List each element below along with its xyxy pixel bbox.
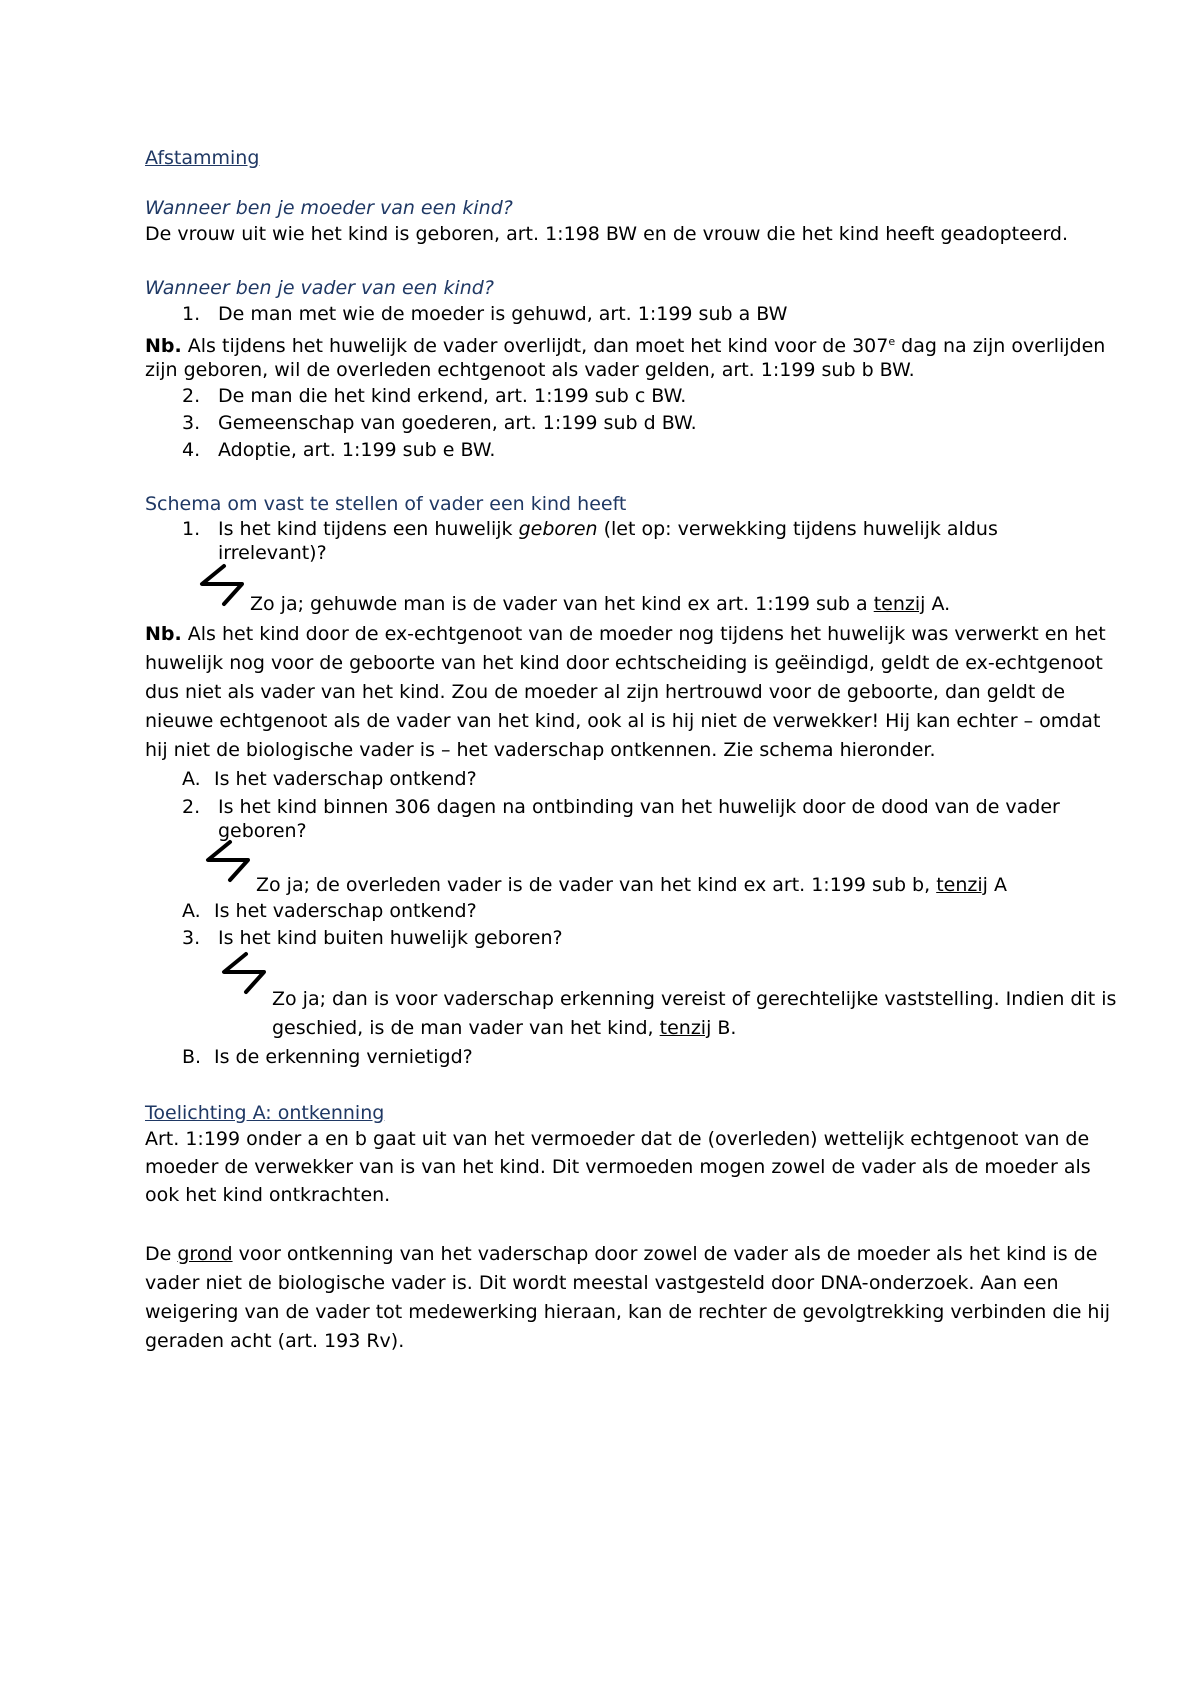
schema-q2-answer-text: Zo ja; de overleden vader is de vader van het kind ex art. 1:199 sub b, [256, 874, 937, 896]
schema-q1-line2: irrelevant)? [218, 542, 327, 564]
schema-a2-letter: A. [182, 900, 201, 922]
schema-q3-answer-ref: B. [711, 1017, 737, 1039]
schema-q1-answer [250, 592, 950, 616]
schema-q1-answer-ref: A. [925, 593, 951, 615]
father-nb-line2: zijn geboren, wil de overleden echtgenoot als vader gelden, art. 1:199 sub b BW. [145, 359, 915, 381]
toelichting-p2-text-b: voor ontkenning van het vaderschap door zowel de vader als de moeder als het kind is de [232, 1243, 1098, 1265]
schema-nb-line3: dus niet als vader van het kind. Zou de moeder al zijn hertrouwd voor de geboorte, dan geldt de [145, 681, 1066, 703]
schema-nb-line1 [145, 622, 1106, 646]
schema-q2-answer [256, 873, 1007, 897]
turn-arrow-icon [196, 562, 248, 608]
schema-q3-answer-line2 [272, 1016, 736, 1040]
toelichting-heading: Toelichting A: ontkenning [145, 1102, 385, 1124]
schema-q2-answer-tenzij: tenzij [936, 874, 988, 896]
schema-q2-number: 2. [182, 796, 201, 818]
schema-q3-answer-line1: Zo ja; dan is voor vaderschap erkenning vereist of gerechtelijke vaststelling. Indien dit is [272, 988, 1117, 1010]
toelichting-p2-text-a: De [145, 1243, 178, 1265]
schema-b-letter: B. [182, 1046, 202, 1068]
toelichting-p1-line3: ook het kind ontkrachten. [145, 1184, 391, 1206]
schema-q2-answer-ref: A [987, 874, 1007, 896]
schema-q2-line2: geboren? [218, 820, 307, 842]
toelichting-p2-grond: grond [177, 1243, 233, 1265]
father-nb-line1 [145, 334, 1105, 358]
father-nb-label: Nb. [145, 335, 182, 357]
father-item2-number: 2. [182, 385, 201, 407]
toelichting-p2-line2: vader niet de biologische vader is. Dit wordt meestal vastgesteld door DNA-onderzoek. Aan een [145, 1272, 1059, 1294]
father-item1-number: 1. [182, 303, 201, 325]
father-nb-sup: e [888, 335, 896, 348]
father-question: Wanneer ben je vader van een kind? [145, 277, 494, 299]
schema-q1-answer-text: Zo ja; gehuwde man is de vader van het kind ex art. 1:199 sub a [250, 593, 874, 615]
schema-q1-line1 [218, 517, 998, 541]
father-item2: De man die het kind erkend, art. 1:199 sub c BW. [218, 385, 687, 407]
toelichting-p2-line1 [145, 1242, 1097, 1266]
schema-q1-emphasis: geboren [518, 518, 598, 540]
toelichting-p2-line4: geraden acht (art. 193 Rv). [145, 1330, 405, 1352]
schema-q3-answer-text: geschied, is de man vader van het kind, [272, 1017, 660, 1039]
schema-a1-letter: A. [182, 768, 201, 790]
mother-answer: De vrouw uit wie het kind is geboren, art. 1:198 BW en de vrouw die het kind heeft geadopteerd. [145, 223, 1069, 245]
schema-a2: Is het vaderschap ontkend? [214, 900, 477, 922]
toelichting-p2-line3: weigering van de vader tot medewerking hieraan, kan de rechter de gevolgtrekking verbinden die hij [145, 1301, 1111, 1323]
schema-nb-line4: nieuwe echtgenoot als de vader van het kind, ook al is hij niet de verwekker! Hij kan echter – omdat [145, 710, 1101, 732]
mother-question: Wanneer ben je moeder van een kind? [145, 197, 513, 219]
schema-q1-answer-tenzij: tenzij [873, 593, 926, 615]
schema-a1: Is het vaderschap ontkend? [214, 768, 477, 790]
schema-q1-number: 1. [182, 518, 201, 540]
document-title: Afstamming [145, 147, 260, 169]
schema-q3-answer-tenzij: tenzij [659, 1017, 712, 1039]
schema-q3-number: 3. [182, 927, 201, 949]
schema-nb-line5: hij niet de biologische vader is – het vaderschap ontkennen. Zie schema hieronder. [145, 739, 936, 761]
father-item1: De man met wie de moeder is gehuwd, art. 1:199 sub a BW [218, 303, 788, 325]
father-item4: Adoptie, art. 1:199 sub e BW. [218, 439, 496, 461]
schema-q3: Is het kind buiten huwelijk geboren? [218, 927, 563, 949]
father-item4-number: 4. [182, 439, 201, 461]
father-nb-text-b: dag na zijn overlijden [895, 335, 1106, 357]
turn-arrow-icon [202, 838, 254, 884]
schema-nb-text: Als het kind door de ex-echtgenoot van de moeder nog tijdens het huwelijk was verwerkt en het [181, 623, 1106, 645]
toelichting-p1-line1: Art. 1:199 onder a en b gaat uit van het vermoeder dat de (overleden) wettelijk echtgenoot van de [145, 1128, 1090, 1150]
father-item3: Gemeenschap van goederen, art. 1:199 sub d BW. [218, 412, 697, 434]
schema-nb-label: Nb. [145, 623, 182, 645]
toelichting-p1-line2: moeder de verwekker van is van het kind. Dit vermoeden mogen zowel de vader als de moeder als [145, 1156, 1091, 1178]
schema-q1-text-b: (let op: verwekking tijdens huwelijk aldus [597, 518, 998, 540]
turn-arrow-icon [218, 950, 270, 996]
schema-heading: Schema om vast te stellen of vader een kind heeft [145, 493, 627, 515]
father-nb-text-a: Als tijdens het huwelijk de vader overlijdt, dan moet het kind voor de 307 [181, 335, 889, 357]
schema-q1-text-a: Is het kind tijdens een huwelijk [218, 518, 519, 540]
schema-b: Is de erkenning vernietigd? [214, 1046, 473, 1068]
father-item3-number: 3. [182, 412, 201, 434]
schema-q2-line1: Is het kind binnen 306 dagen na ontbinding van het huwelijk door de dood van de vader [218, 796, 1060, 818]
schema-nb-line2: huwelijk nog voor de geboorte van het kind door echtscheiding is geëindigd, geldt de ex-echtgenoot [145, 652, 1103, 674]
